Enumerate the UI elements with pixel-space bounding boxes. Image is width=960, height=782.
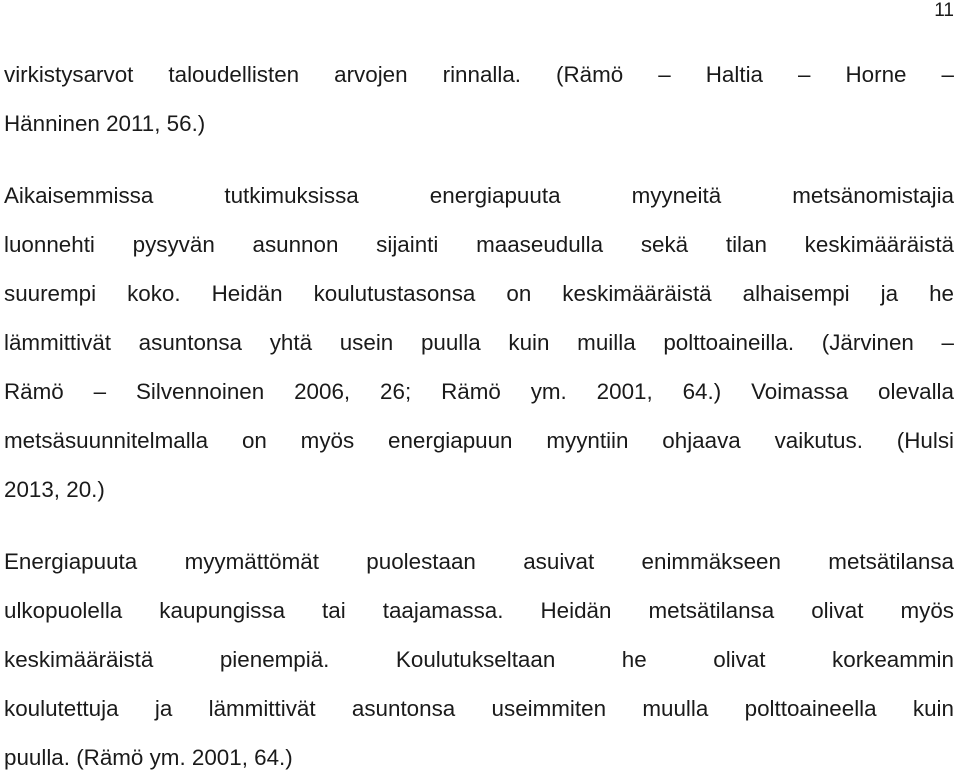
page-number: 11 [934,0,954,21]
text-line: Aikaisemmissa tutkimuksissa energiapuuta myyneitä metsänomistajia [4,183,954,208]
paragraph-2 [4,171,954,514]
text-line: keskimääräistä pienempiä. Koulutukseltaan he olivat korkeammin [4,647,954,672]
text-line: Energiapuuta myymättömät puolestaan asuivat enimmäkseen metsätilansa [4,549,954,574]
text-line: lämmittivät asuntonsa yhtä usein puulla kuin muilla polttoaineilla. (Järvinen – [4,330,954,355]
text-line: suurempi koko. Heidän koulutustasonsa on keskimääräistä alhaisempi ja he [4,281,954,306]
paragraph-1 [4,50,954,148]
text-line: Hänninen 2011, 56.) [4,111,206,136]
text-line: koulutettuja ja lämmittivät asuntonsa useimmiten muulla polttoaineella kuin [4,696,954,721]
paragraph-3 [4,537,954,782]
text-line: virkistysarvot taloudellisten arvojen rinnalla. (Rämö – Haltia – Horne – [4,62,954,87]
document-body [4,50,954,782]
text-line: ulkopuolella kaupungissa tai taajamassa. Heidän metsätilansa olivat myös [4,598,954,623]
text-line: luonnehti pysyvän asunnon sijainti maaseudulla sekä tilan keskimääräistä [4,232,954,257]
text-line: Rämö – Silvennoinen 2006, 26; Rämö ym. 2001, 64.) Voimassa olevalla [4,379,954,404]
text-line: metsäsuunnitelmalla on myös energiapuun myyntiin ohjaava vaikutus. (Hulsi [4,428,954,453]
text-line: puulla. (Rämö ym. 2001, 64.) [4,745,293,770]
text-line: 2013, 20.) [4,477,105,502]
